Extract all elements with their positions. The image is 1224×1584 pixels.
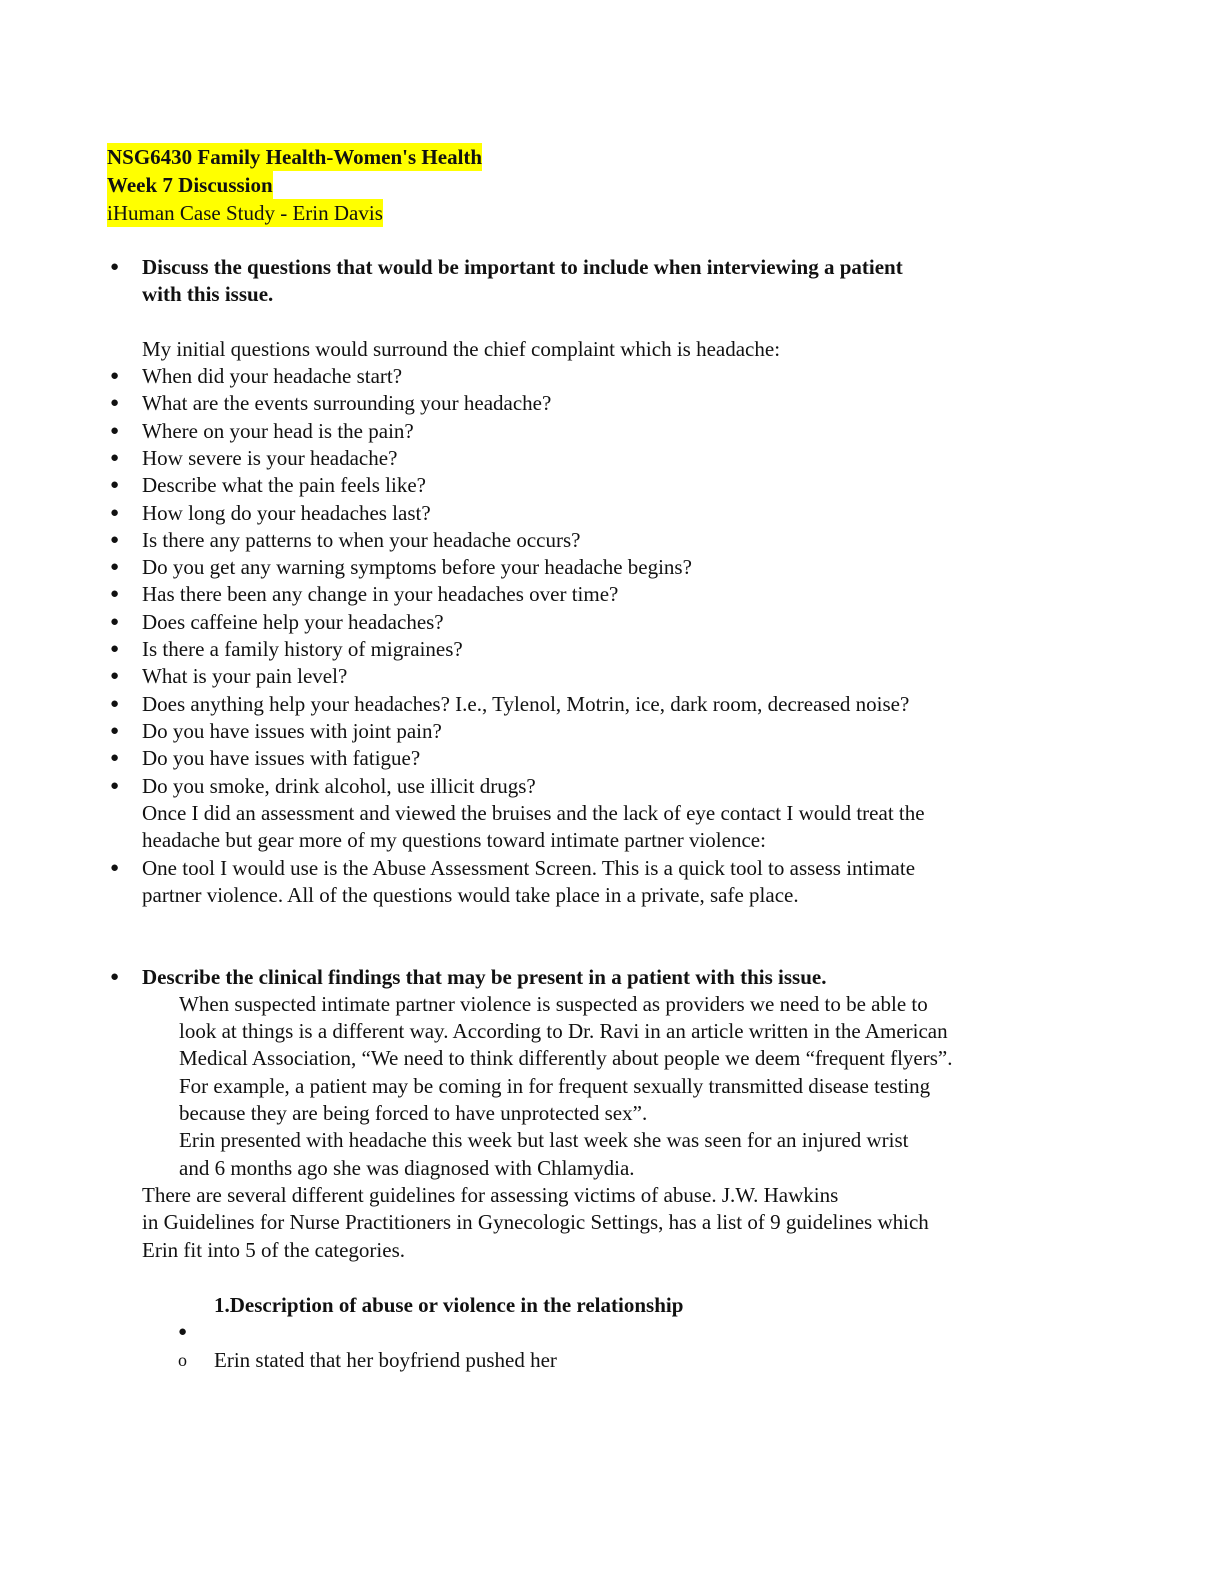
bullet-icon: ● xyxy=(110,559,120,575)
q2-para-line: Medical Association, “We need to think differently about people we deem “frequent flyers”. xyxy=(179,1046,953,1070)
tool-line2: partner violence. All of the questions would take place in a private, safe place. xyxy=(142,883,799,907)
question-item: Is there a family history of migraines? xyxy=(142,637,463,661)
bullet-icon: ● xyxy=(110,778,120,794)
bullet-icon: ● xyxy=(110,696,120,712)
bullet-icon: ● xyxy=(110,477,120,493)
bullet-icon: ● xyxy=(110,969,120,985)
guide-line: Erin fit into 5 of the categories. xyxy=(142,1238,406,1262)
question-item: Does anything help your headaches? I.e., Tylenol, Motrin, ice, dark room, decreased noise? xyxy=(142,692,910,716)
question-item: How severe is your headache? xyxy=(142,446,398,470)
q2-para-line: because they are being forced to have unprotected sex”. xyxy=(179,1101,648,1125)
question-item: What are the events surrounding your headache? xyxy=(142,391,552,415)
question-item: Does caffeine help your headaches? xyxy=(142,610,444,634)
case-label: iHuman Case Study - Erin Davis xyxy=(107,201,383,225)
subitem: Erin stated that her boyfriend pushed her xyxy=(214,1348,557,1372)
bullet-icon: ● xyxy=(110,668,120,684)
bullet-icon: ● xyxy=(110,723,120,739)
bullet-icon: ● xyxy=(110,532,120,548)
question-item: Has there been any change in your headaches over time? xyxy=(142,582,619,606)
question-item: Do you have issues with joint pain? xyxy=(142,719,442,743)
question-item: How long do your headaches last? xyxy=(142,501,431,525)
q2-para-line: look at things is a different way. According to Dr. Ravi in an article written in the American xyxy=(179,1019,948,1043)
q2-para-line: For example, a patient may be coming in for frequent sexually transmitted disease testing xyxy=(179,1074,931,1098)
erin-line1: Erin presented with headache this week but last week she was seen for an injured wrist xyxy=(179,1128,909,1152)
question-item: Do you smoke, drink alcohol, use illicit drugs? xyxy=(142,774,536,798)
bullet-icon: ● xyxy=(110,586,120,602)
bullet-icon: ● xyxy=(110,860,120,876)
q2-heading: Describe the clinical findings that may be present in a patient with this issue. xyxy=(142,965,827,989)
header-block xyxy=(107,143,482,227)
subheading: 1.Description of abuse or violence in the relationship xyxy=(214,1293,684,1317)
bullet-icon: ● xyxy=(110,505,120,521)
question-item: Do you get any warning symptoms before your headache begins? xyxy=(142,555,692,579)
bullet-icon: ● xyxy=(110,259,120,275)
week-label: Week 7 Discussion xyxy=(107,173,273,197)
bullet-icon: ● xyxy=(178,1324,188,1340)
q1-heading-line2: with this issue. xyxy=(142,282,274,306)
document-title: NSG6430 Family Health-Women's Health xyxy=(107,145,483,169)
bullet-icon: ● xyxy=(110,368,120,384)
bullet-icon: ● xyxy=(110,423,120,439)
guide-line: There are several different guidelines for assessing victims of abuse. J.W. Hawkins xyxy=(142,1183,839,1207)
followup-line2: headache but gear more of my questions toward intimate partner violence: xyxy=(142,828,766,852)
question-item: Describe what the pain feels like? xyxy=(142,473,426,497)
circle-bullet-icon: o xyxy=(178,1350,187,1370)
tool-line1: One tool I would use is the Abuse Assessment Screen. This is a quick tool to assess intimate xyxy=(142,856,916,880)
bullet-icon: ● xyxy=(110,395,120,411)
followup-line1: Once I did an assessment and viewed the bruises and the lack of eye contact I would treat the xyxy=(142,801,925,825)
q2-para-line: When suspected intimate partner violence is suspected as providers we need to be able to xyxy=(179,992,928,1016)
question-item: Do you have issues with fatigue? xyxy=(142,746,421,770)
erin-line2: and 6 months ago she was diagnosed with Chlamydia. xyxy=(179,1156,635,1180)
question-item: When did your headache start? xyxy=(142,364,403,388)
q1-heading-line1: Discuss the questions that would be important to include when interviewing a patient xyxy=(142,255,903,279)
question-item: Is there any patterns to when your headache occurs? xyxy=(142,528,581,552)
bullet-icon: ● xyxy=(110,641,120,657)
bullet-icon: ● xyxy=(110,614,120,630)
question-item: Where on your head is the pain? xyxy=(142,419,414,443)
question-item: What is your pain level? xyxy=(142,664,348,688)
bullet-icon: ● xyxy=(110,750,120,766)
q1-intro: My initial questions would surround the chief complaint which is headache: xyxy=(142,337,781,361)
bullet-icon: ● xyxy=(110,450,120,466)
guide-line: in Guidelines for Nurse Practitioners in Gynecologic Settings, has a list of 9 guidelines which xyxy=(142,1210,929,1234)
